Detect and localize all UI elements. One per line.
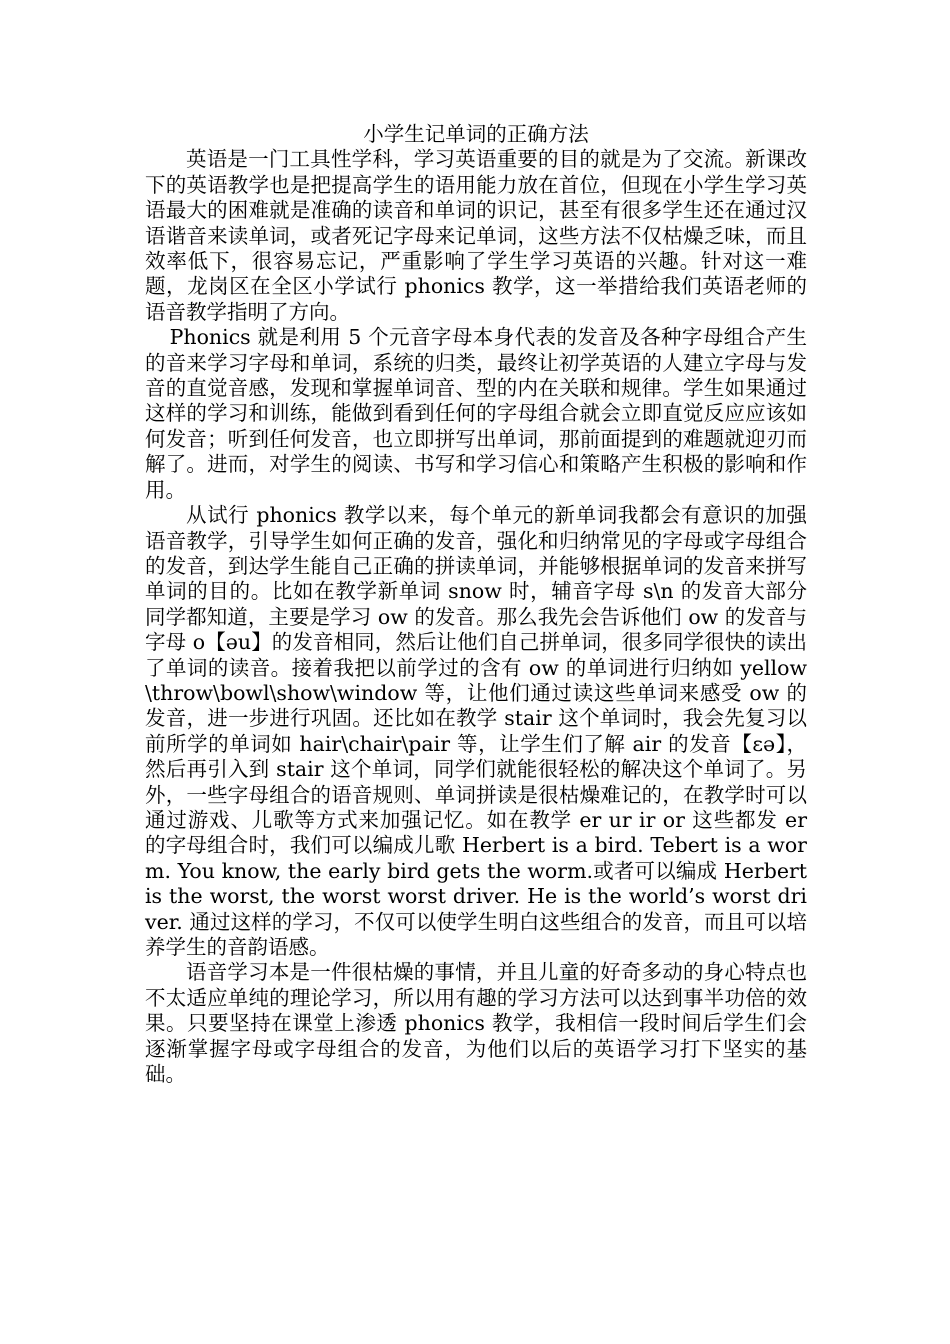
document-body (145, 122, 807, 1087)
paragraph-conclusion: 语音学习本是一件很枯燥的事情，并且儿童的好奇多动的身心特点也不太适应单纯的理论学习，所以用有趣的学习方法可以达到事半功倍的效果。只要坚持在课堂上渗透 phonics 教学，我相信一段时间后学生们会逐渐掌握字母或字母组合的发音，为他们以后的英语学习打下坚实的基础。 (145, 960, 807, 1087)
paragraph-intro: 英语是一门工具性学科，学习英语重要的目的就是为了交流。新课改下的英语教学也是把提高学生的语用能力放在首位，但现在小学生学习英语最大的困难就是准确的读音和单词的识记，甚至有很多学生还在通过汉语谐音来读单词，或者死记字母来记单词，这些方法不仅枯燥乏味，而且效率低下，很容易忘记，严重影响了学生学习英语的兴趣。针对这一难题，龙岗区在全区小学试行 phonics 教学，这一举措给我们英语老师的语音教学指明了方向。 (145, 147, 807, 324)
paragraph-teaching-practice: 从试行 phonics 教学以来，每个单元的新单词我都会有意识的加强语音教学，引导学生如何正确的发音，强化和归纳常见的字母或字母组合的发音，到达学生能自己正确的拼读单词，并能够根据单词的发音来拼写单词的目的。比如在教学新单词 snow 时，辅音字母 s\n 的发音大部分同学都知道，主要是学习 ow 的发音。那么我先会告诉他们 ow 的发音与字母 o【əu】的发音相同，然后让他们自己拼单词，很多同学很快的读出了单词的读音。接着我把以前学过的含有 ow 的单词进行归纳如 yellow\throw\bowl\show\window 等，让他们通过读这些单词来感受 ow 的发音，进一步进行巩固。还比如在教学 stair 这个单词时，我会先复习以前所学的单词如 hair\chair\pair 等，让学生们了解 air 的发音【εə】，然后再引入到 stair 这个单词，同学们就能很轻松的解决这个单词了。另外，一些字母组合的语音规则、单词拼读是很枯燥难记的，在教学时可以通过游戏、儿歌等方式来加强记忆。如在教学 er ur ir or 这些都发 er 的字母组合时，我们可以编成儿歌 Herbert is a bird. Tebert is a worm. You know, the early bird gets the worm.或者可以编成 Herbert is the worst, the worst worst driver. He is the world’s worst driver. 通过这样的学习，不仅可以使学生明白这些组合的发音，而且可以培养学生的音韵语感。 (145, 503, 807, 959)
paragraph-phonics-definition: Phonics 就是利用 5 个元音字母本身代表的发音及各种字母组合产生的音来学习字母和单词，系统的归类，最终让初学英语的人建立字母与发音的直觉音感，发现和掌握单词音、型的内在关联和规律。学生如果通过这样的学习和训练，能做到看到任何的字母组合就会立即直觉反应应该如何发音；听到任何发音，也立即拼写出单词，那前面提到的难题就迎刃而解了。进而，对学生的阅读、书写和学习信心和策略产生积极的影响和作用。 (145, 325, 807, 502)
document-title: 小学生记单词的正确方法 (363, 122, 589, 146)
